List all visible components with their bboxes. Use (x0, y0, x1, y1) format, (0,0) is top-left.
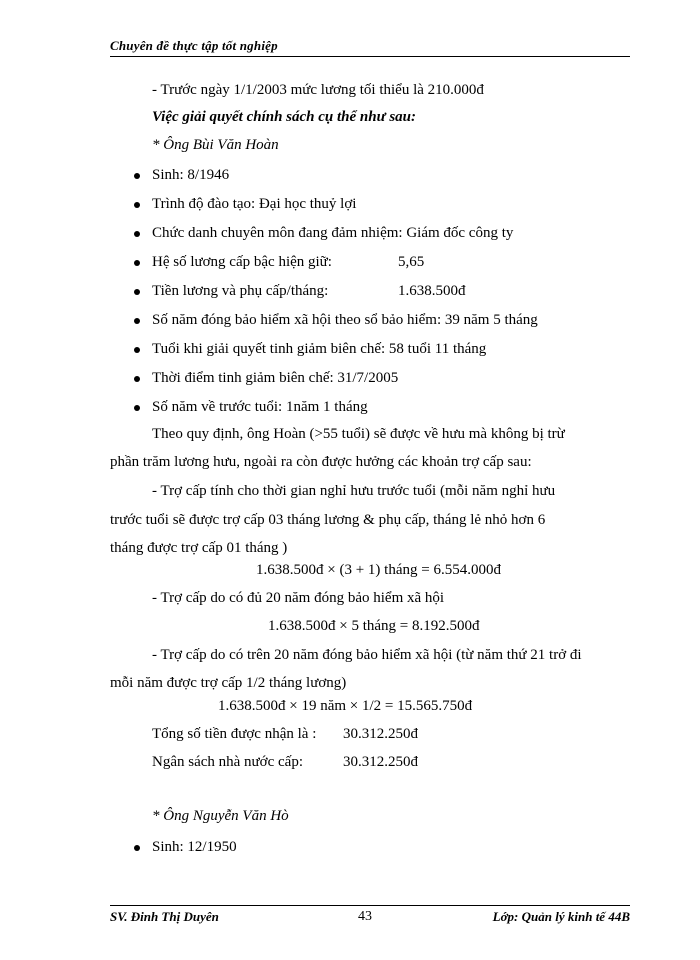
person1-name: * Ông Bùi Văn Hoàn (152, 137, 279, 153)
person1-salary-coefficient-label: Hệ số lương cấp bậc hiện giữ: (152, 254, 332, 270)
subsidy1-formula: 1.638.500đ × (3 + 1) tháng = 6.554.000đ (256, 562, 501, 578)
bullet-icon (134, 347, 140, 353)
bullet-icon (134, 845, 140, 851)
bullet-icon (134, 202, 140, 208)
person1-age-at-downsizing: Tuổi khi giải quyết tinh giảm biên chế: 58 tuổi 11 tháng (152, 341, 487, 357)
subsidy2-formula: 1.638.500đ × 5 tháng = 8.192.500đ (268, 618, 480, 634)
budget-value: 30.312.250đ (343, 754, 418, 770)
subsidy3-line1: - Trợ cấp do có trên 20 năm đóng bảo hiểm xã hội (từ năm thứ 21 trở đi (152, 647, 582, 663)
bullet-icon (134, 376, 140, 382)
footer-class: Lớp: Quản lý kinh tế 44B (492, 909, 630, 924)
page-number: 43 (358, 909, 372, 924)
section-heading: Việc giải quyết chính sách cụ thể như sau: (152, 109, 417, 125)
person1-monthly-salary-label: Tiền lương và phụ cấp/tháng: (152, 283, 329, 299)
footer-author: SV. Đinh Thị Duyên (110, 909, 219, 924)
person1-monthly-salary-value: 1.638.500đ (398, 283, 466, 299)
person1-insurance-years: Số năm đóng bảo hiểm xã hội theo sổ bảo hiểm: 39 năm 5 tháng (152, 312, 538, 328)
header-title: Chuyên đề thực tập tốt nghiệp (110, 38, 278, 53)
person1-years-before-age: Số năm về trước tuổi: 1năm 1 tháng (152, 399, 368, 415)
subsidy2-line1: - Trợ cấp do có đủ 20 năm đóng bảo hiểm xã hội (152, 590, 445, 606)
page-header (110, 38, 630, 57)
bullet-icon (134, 173, 140, 179)
subsidy1-line3: tháng được trợ cấp 01 tháng ) (110, 540, 288, 556)
person1-position: Chức danh chuyên môn đang đảm nhiệm: Giám đốc công ty (152, 225, 514, 241)
person1-birth: Sinh: 8/1946 (152, 167, 230, 183)
person2-name: * Ông Nguyễn Văn Hò (152, 808, 289, 824)
bullet-icon (134, 318, 140, 324)
person2-birth: Sinh: 12/1950 (152, 839, 237, 855)
person1-downsizing-date: Thời điểm tinh giảm biên chế: 31/7/2005 (152, 370, 399, 386)
bullet-icon (134, 260, 140, 266)
person1-education: Trình độ đào tạo: Đại học thuỷ lợi (152, 196, 357, 212)
bullet-icon (134, 405, 140, 411)
bullet-icon (134, 289, 140, 295)
total-label: Tổng số tiền được nhận là : (152, 726, 317, 742)
subsidy1-line1: - Trợ cấp tính cho thời gian nghỉ hưu trước tuổi (mỗi năm nghỉ hưu (152, 483, 556, 499)
page-footer (110, 905, 630, 924)
subsidy3-formula: 1.638.500đ × 19 năm × 1/2 = 15.565.750đ (218, 698, 473, 714)
subsidy3-line2: mỗi năm được trợ cấp 1/2 tháng lương) (110, 675, 347, 691)
person1-salary-coefficient-value: 5,65 (398, 254, 425, 270)
para1-line2: phần trăm lương hưu, ngoài ra còn được hưởng các khoản trợ cấp sau: (110, 454, 532, 470)
bullet-icon (134, 231, 140, 237)
intro-line: - Trước ngày 1/1/2003 mức lương tối thiểu là 210.000đ (152, 82, 484, 98)
total-value: 30.312.250đ (343, 726, 418, 742)
subsidy1-line2: trước tuổi sẽ được trợ cấp 03 tháng lương & phụ cấp, tháng lẻ nhỏ hơn 6 (110, 512, 546, 528)
budget-label: Ngân sách nhà nước cấp: (152, 754, 304, 770)
para1-line1: Theo quy định, ông Hoàn (>55 tuổi) sẽ được về hưu mà không bị trừ (152, 426, 565, 442)
